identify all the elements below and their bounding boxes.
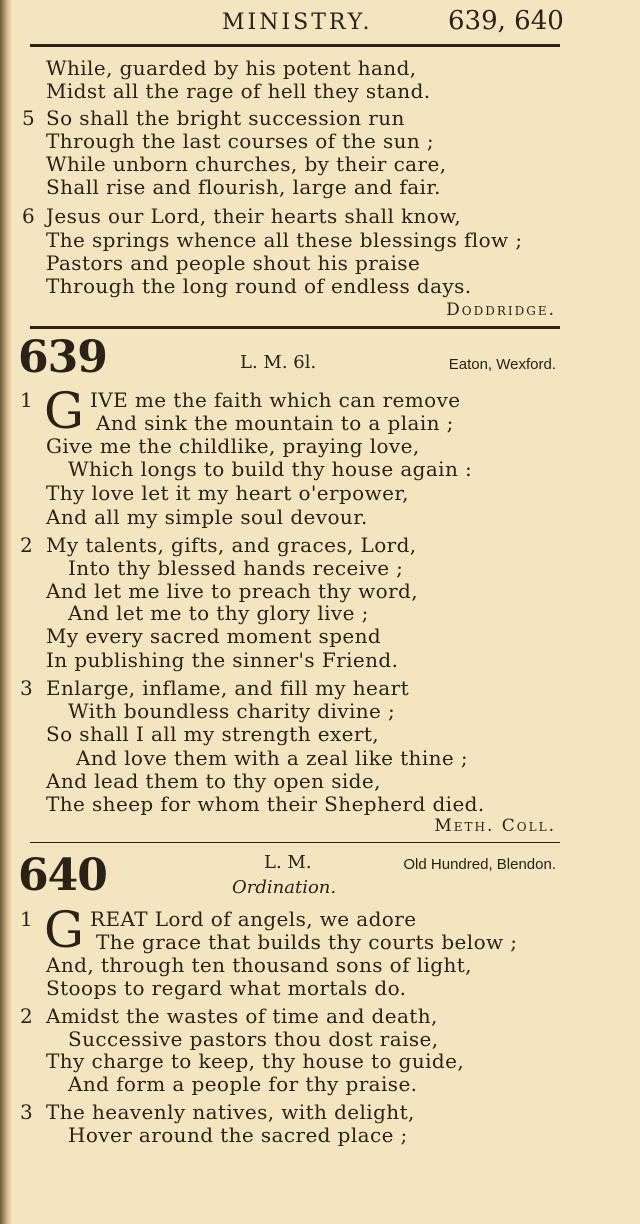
verse-number: 3 xyxy=(20,1100,33,1124)
verse-line: My talents, gifts, and graces, Lord, xyxy=(46,533,417,557)
verse-line: Hover around the sacred place ; xyxy=(68,1123,408,1147)
hymn-number: 639 xyxy=(18,332,107,383)
verse-line: And sink the mountain to a plain ; xyxy=(96,411,454,435)
verse-line: Enlarge, inflame, and fill my heart xyxy=(46,676,410,700)
verse-number: 2 xyxy=(20,533,33,557)
verse-line: And, through ten thousand sons of light, xyxy=(46,953,472,977)
hymn-occasion: Ordination. xyxy=(232,877,337,898)
verse-line: My every sacred moment spend xyxy=(46,624,382,648)
page-header-title: MINISTRY. xyxy=(222,10,373,35)
verse-line: And form a people for thy praise. xyxy=(68,1072,418,1096)
drop-capital: G xyxy=(44,382,84,440)
verse-number: 1 xyxy=(20,388,33,412)
verse-number: 3 xyxy=(20,676,33,700)
page-header-numbers: 639, 640 xyxy=(448,6,564,36)
verse-line: So shall the bright succession run xyxy=(46,106,405,130)
verse-line: Shall rise and flourish, large and fair. xyxy=(46,175,441,199)
verse-line: In publishing the sinner's Friend. xyxy=(46,648,399,672)
verse-line: Give me the childlike, praying love, xyxy=(46,434,420,458)
verse-number: 5 xyxy=(22,106,35,130)
verse-line: Through the last courses of the sun ; xyxy=(46,129,435,153)
verse-line: Through the long round of endless days. xyxy=(46,274,472,298)
book-spine-shadow xyxy=(0,0,12,1224)
verse-line: While unborn churches, by their care, xyxy=(46,152,447,176)
verse-line: Thy charge to keep, thy house to guide, xyxy=(46,1049,465,1073)
verse-line: Midst all the rage of hell they stand. xyxy=(46,79,431,103)
verse-number: 1 xyxy=(20,907,33,931)
verse-line: And let me live to preach thy word, xyxy=(46,579,419,603)
verse-line: The grace that builds thy courts below ; xyxy=(96,930,518,954)
verse-line: REAT Lord of angels, we adore xyxy=(90,907,417,931)
hymn-author: Meth. Coll. xyxy=(434,816,556,836)
verse-line: So shall I all my strength exert, xyxy=(46,722,380,746)
hymn-author: Doddridge. xyxy=(446,300,556,320)
verse-line: With boundless charity divine ; xyxy=(68,699,396,723)
verse-line: And love them with a zeal like thine ; xyxy=(76,746,469,770)
verse-line: The heavenly natives, with delight, xyxy=(46,1100,415,1124)
verse-line: Amidst the wastes of time and death, xyxy=(46,1004,438,1028)
hymn-meter: L. M. xyxy=(264,852,312,873)
verse-number: 2 xyxy=(20,1004,33,1028)
verse-line: Which longs to build thy house again : xyxy=(68,457,473,481)
hymn-tunes: Old Hundred, Blendon. xyxy=(403,856,556,873)
verse-line: And let me to thy glory live ; xyxy=(68,601,369,625)
verse-line: Jesus our Lord, their hearts shall know, xyxy=(46,204,462,228)
hymn-meter: L. M. 6l. xyxy=(240,352,317,373)
hymn-number: 640 xyxy=(18,850,107,901)
verse-line: While, guarded by his potent hand, xyxy=(46,56,417,80)
verse-line: And all my simple soul devour. xyxy=(46,505,368,529)
verse-line: Stoops to regard what mortals do. xyxy=(46,976,407,1000)
header-rule xyxy=(30,44,560,47)
verse-line: IVE me the faith which can remove xyxy=(90,388,461,412)
verse-line: Into thy blessed hands receive ; xyxy=(68,556,404,580)
verse-number: 6 xyxy=(22,204,35,228)
drop-capital: G xyxy=(44,901,84,959)
hymn-divider xyxy=(30,326,560,329)
verse-line: The sheep for whom their Shepherd died. xyxy=(46,792,485,816)
hymn-tunes: Eaton, Wexford. xyxy=(448,356,556,373)
verse-line: And lead them to thy open side, xyxy=(46,769,381,793)
verse-line: Thy love let it my heart o'erpower, xyxy=(46,481,409,505)
hymn-divider xyxy=(30,842,560,843)
verse-line: Successive pastors thou dost raise, xyxy=(68,1027,439,1051)
verse-line: The springs whence all these blessings flow ; xyxy=(46,228,523,252)
verse-line: Pastors and people shout his praise xyxy=(46,251,421,275)
